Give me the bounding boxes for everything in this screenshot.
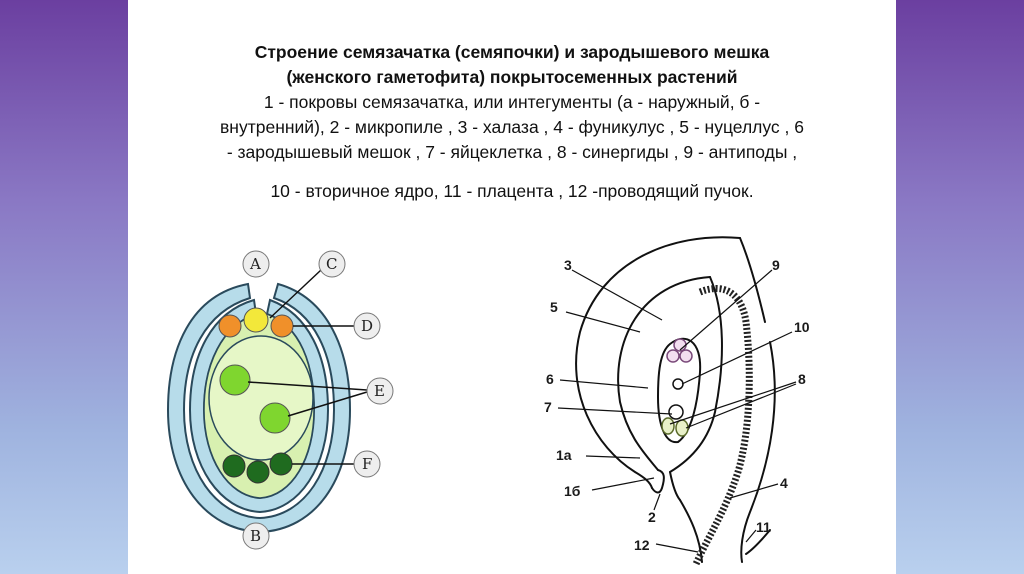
- leader-8b: [686, 384, 796, 428]
- label-8: 8: [798, 371, 806, 387]
- title-line-2: (женского гаметофита) покрытосеменных растений: [286, 67, 738, 87]
- egg-cell: [244, 308, 268, 332]
- synergid-right: [271, 315, 293, 337]
- legend-line-3: - зародышевый мешок , 7 - яйцеклетка , 8 - синергиды , 9 - антиподы ,: [226, 142, 798, 162]
- funiculus-left-edge: [680, 500, 702, 562]
- label-2: 2: [648, 509, 656, 525]
- label-b: B: [250, 527, 262, 545]
- label-f: F: [362, 455, 373, 473]
- label-11: 11: [756, 519, 771, 535]
- synergid-drawing-left: [662, 418, 674, 434]
- label-a: A: [250, 255, 261, 273]
- label-9: 9: [772, 257, 780, 273]
- leader-1a: [586, 456, 640, 458]
- secondary-nucleus: [673, 379, 683, 389]
- antipodal-cell-1: [667, 350, 679, 362]
- leader-10: [682, 332, 792, 384]
- label-4: 4: [780, 475, 788, 491]
- label-3: 3: [564, 257, 572, 273]
- leader-11: [746, 530, 756, 542]
- egg-cell-drawing: [669, 405, 683, 419]
- label-7: 7: [544, 399, 552, 415]
- antipodal-cell-3: [674, 339, 686, 351]
- leader-3: [572, 270, 662, 320]
- embryo-sac: [209, 336, 313, 460]
- label-10: 10: [794, 319, 810, 335]
- antipodal-2: [247, 461, 269, 483]
- leader-9: [680, 270, 772, 350]
- legend-line-2: внутренний), 2 - микропиле , 3 - халаза , 4 - фуникулус , 5 - нуцеллус , 6: [220, 117, 804, 137]
- leader-4: [730, 484, 778, 498]
- antipodal-1: [223, 455, 245, 477]
- synergid-left: [219, 315, 241, 337]
- leader-6: [560, 380, 648, 388]
- antipodal-3: [270, 453, 292, 475]
- legend-line-1: 1 - покровы семязачатка, или интегументы (а - наружный, б -: [263, 92, 761, 112]
- leader-7: [558, 408, 672, 414]
- polar-nucleus-lower: [260, 403, 290, 433]
- label-e: E: [374, 382, 385, 400]
- micropyle-left: [652, 470, 664, 493]
- label-6: 6: [546, 371, 554, 387]
- legend-line-4: 10 - вторичное ядро, 11 - плацента , 12 -проводящий пучок.: [270, 181, 754, 201]
- label-c: C: [326, 255, 338, 273]
- leader-1b: [592, 478, 654, 490]
- leader-2: [654, 494, 660, 510]
- label-1a: 1а: [556, 447, 572, 463]
- label-12: 12: [634, 537, 650, 553]
- antipodal-cell-2: [680, 350, 692, 362]
- label-5: 5: [550, 299, 558, 315]
- leader-8a: [670, 382, 796, 424]
- micropyle-right: [670, 472, 680, 500]
- label-d: D: [361, 317, 374, 335]
- ovule-schematic-diagram: [150, 240, 400, 560]
- ovule-line-drawing: [520, 232, 850, 567]
- leader-5: [566, 312, 640, 332]
- label-1b: 1б: [564, 483, 581, 499]
- title-line-1: Строение семязачатка (семяпочки) и зародышевого мешка: [254, 42, 770, 62]
- slide-text: [128, 40, 896, 204]
- leader-12: [656, 544, 698, 552]
- outer-integument-outline: [576, 237, 740, 488]
- polar-nucleus-upper: [220, 365, 250, 395]
- inner-integument-outline: [618, 277, 710, 470]
